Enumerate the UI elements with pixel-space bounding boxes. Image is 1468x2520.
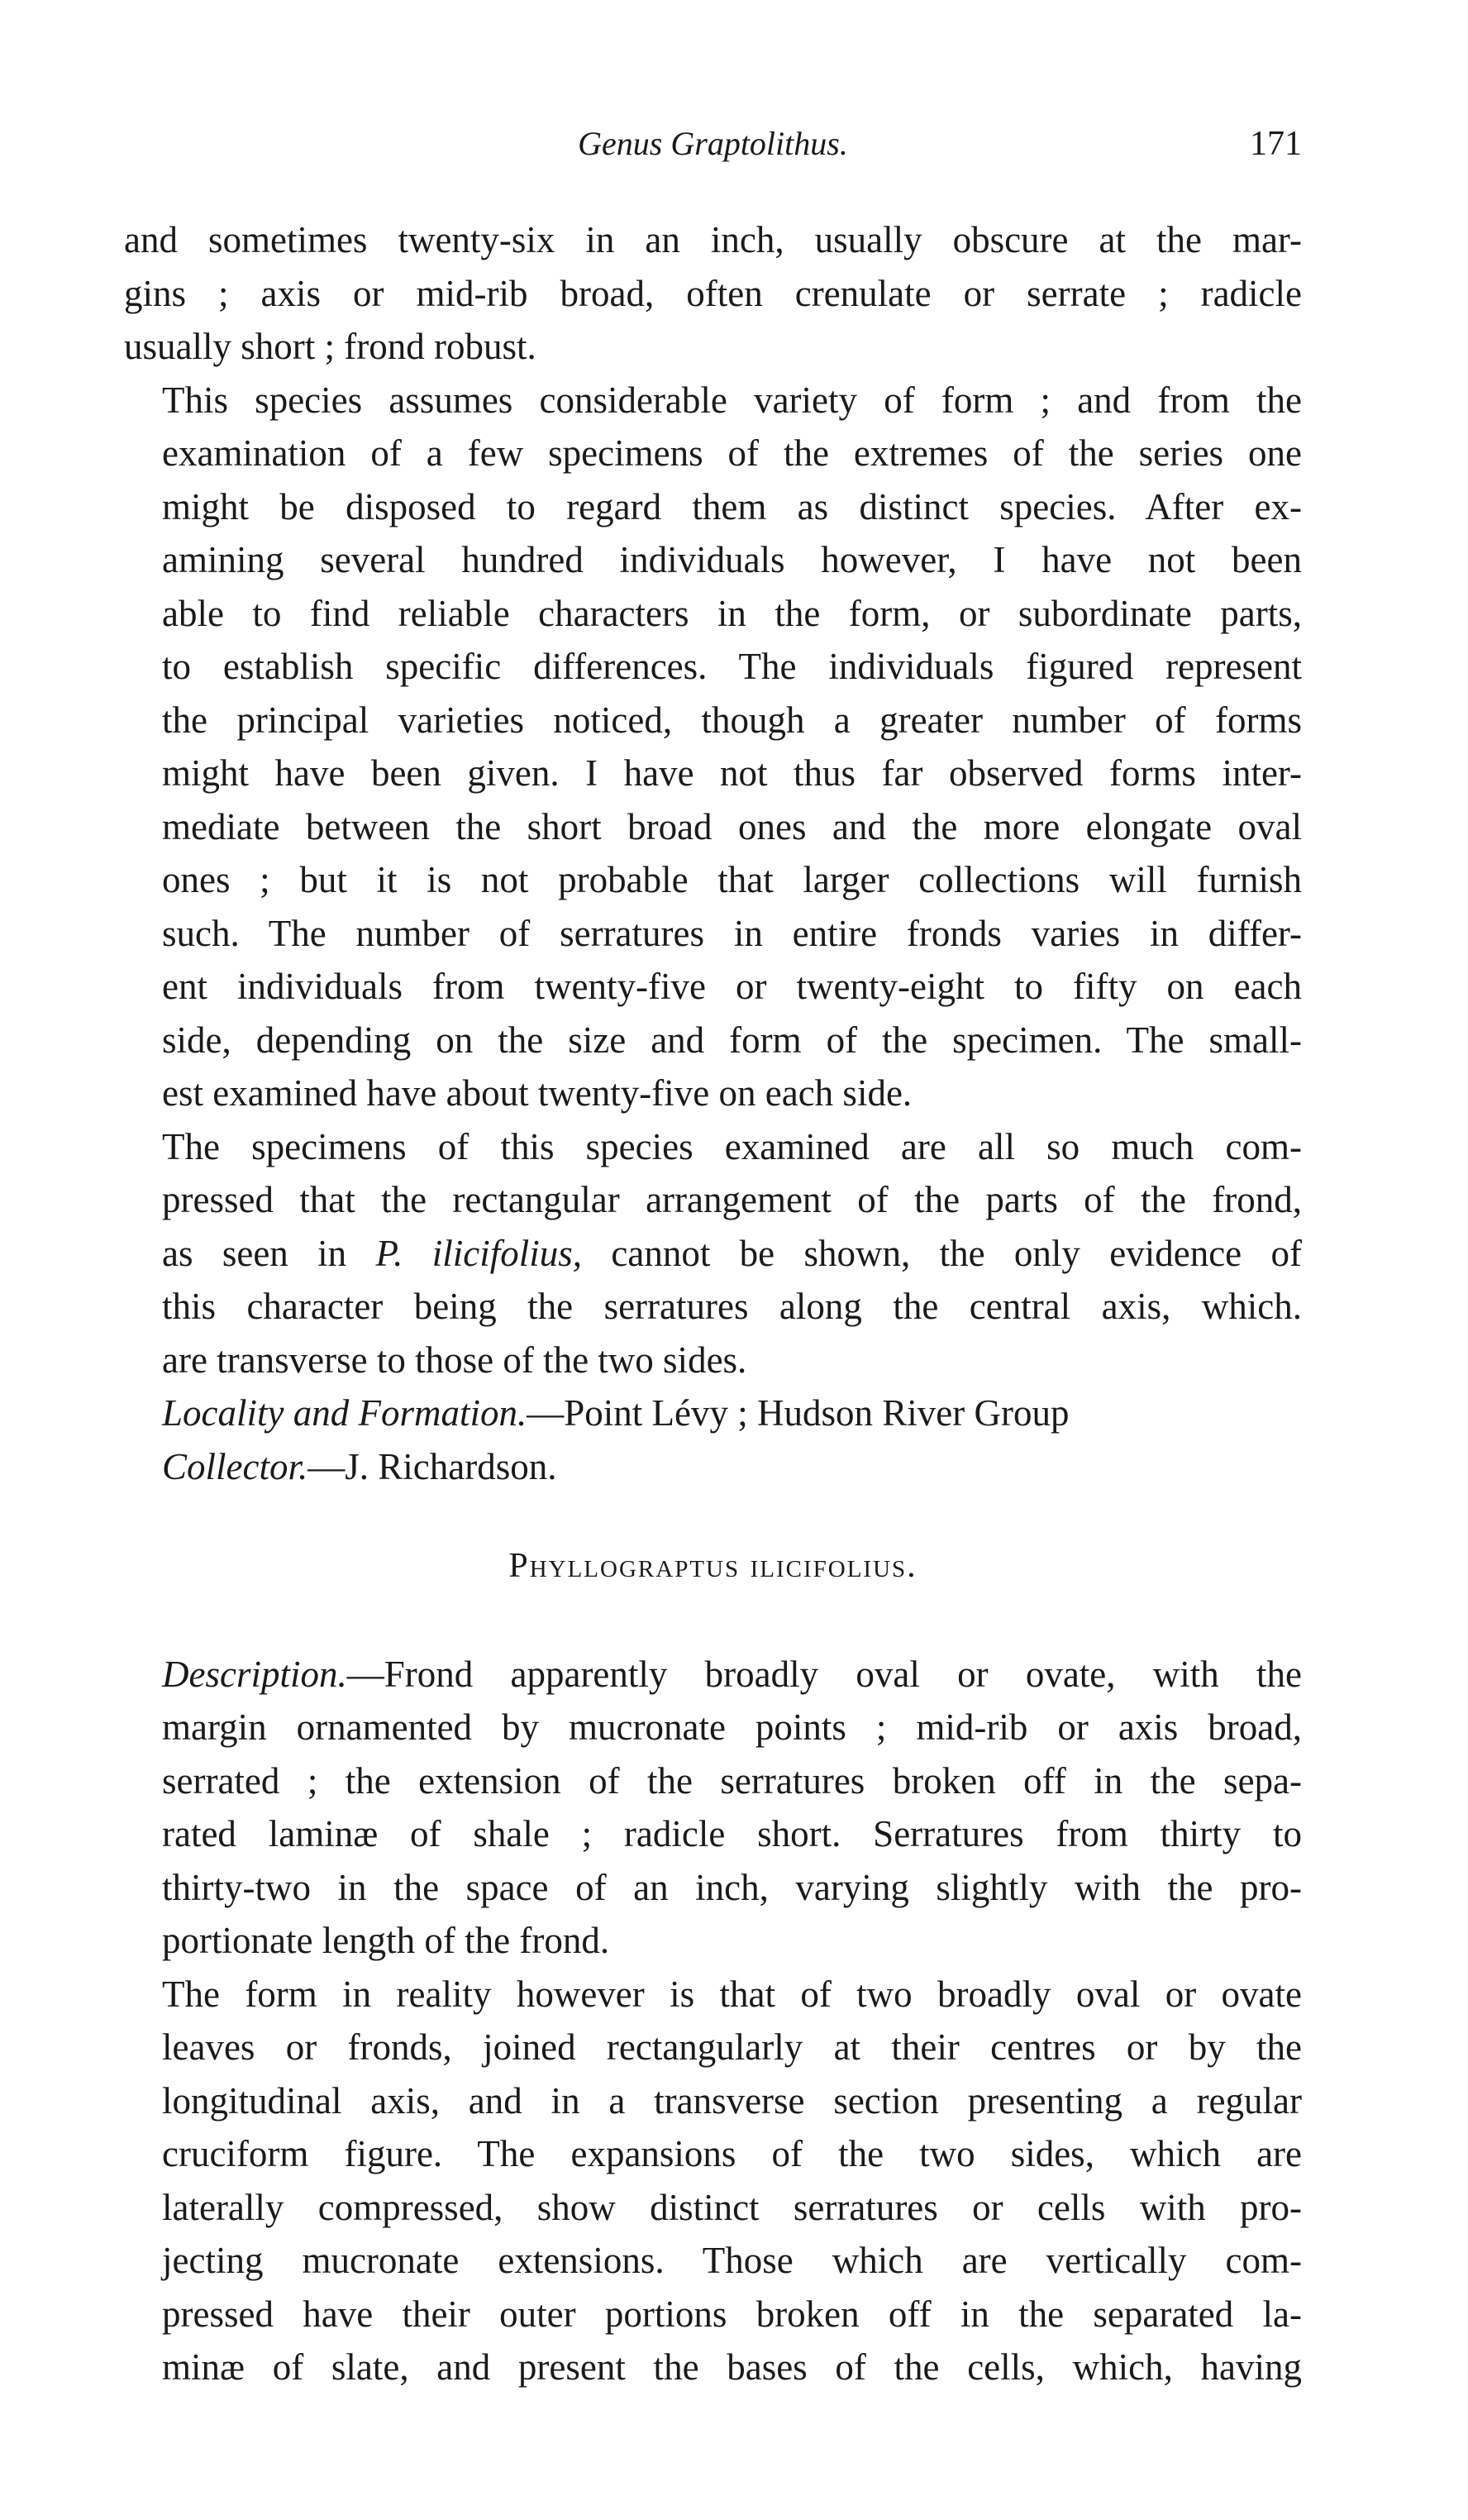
locality-text: —Point Lévy ; Hudson River Group (527, 1392, 1070, 1434)
text-line: minæ of slate, and present the bases of the cells, which, having (162, 2346, 1302, 2388)
text-line: longitudinal axis, and in a transverse section presenting a regular (162, 2079, 1302, 2121)
text-line (124, 1440, 1302, 1494)
locality-formation (124, 1386, 1302, 1440)
text-line: rated laminæ of shale ; radicle short. Serratures from thirty to (162, 1813, 1302, 1854)
collector (124, 1440, 1302, 1494)
locality-label: Locality and Formation. (162, 1392, 527, 1434)
text-line: portionate length of the frond. (162, 1920, 610, 1961)
text-line: margin ornamented by mucronate points ; mid-rib or axis broad, (162, 1706, 1302, 1748)
body-text (124, 213, 1302, 2394)
paragraph-continuation (124, 213, 1302, 374)
text-line: amining several hundred individuals however, I have not been (162, 539, 1302, 580)
paragraph-description (124, 1648, 1302, 1968)
text-line: able to find reliable characters in the form, or subordinate parts, (162, 592, 1302, 634)
text-line: gins ; axis or mid-rib broad, often crenulate or serrate ; radicle (124, 272, 1302, 314)
paragraph-specimens (124, 1120, 1302, 1387)
running-title: Genus Graptolithus. (578, 125, 848, 162)
text-line: laterally compressed, show distinct serratures or cells with pro- (162, 2186, 1302, 2228)
species-name: P. ilicifolius, (375, 1232, 583, 1274)
text-line: serrated ; the extension of the serratures broken off in the sepa- (162, 1759, 1302, 1802)
text-line: ent individuals from twenty-five or twenty-eight to fifty on each (162, 966, 1302, 1007)
text-line: pressed have their outer portions broken off in the separated la- (162, 2293, 1302, 2335)
text-line (124, 1227, 1302, 1281)
text-line: leaves or fronds, joined rectangularly at their centres or by the (162, 2026, 1302, 2068)
text-line: pressed that the rectangular arrangement of the parts of the frond, (162, 1179, 1302, 1220)
text-line: The specimens of this species examined are all so much com- (162, 1125, 1302, 1167)
text-line: The form in reality however is that of two broadly oval or ovate (162, 1973, 1302, 2015)
section-heading: Phyllograptus ilicifolius. (508, 1547, 918, 1585)
text-line: thirty-two in the space of an inch, varying slightly with the pro- (162, 1866, 1302, 1908)
text-line: cruciform figure. The expansions of the two sides, which are (162, 2133, 1302, 2174)
page-number: 171 (1250, 125, 1302, 163)
text-line: and sometimes twenty-six in an inch, usually obscure at the mar- (124, 219, 1302, 260)
text-line: such. The number of serratures in entire fronds varies in differ- (162, 912, 1302, 954)
text-line: might have been given. I have not thus far observed forms inter- (162, 752, 1302, 794)
collector-label: Collector. (162, 1445, 308, 1487)
text-line: the principal varieties noticed, though a greater number of forms (162, 699, 1302, 741)
text-line: mediate between the short broad ones and the more elongate oval (162, 805, 1302, 847)
text-line: to establish specific differences. The individuals figured represent (162, 646, 1302, 687)
text-line: might be disposed to regard them as distinct species. After ex- (162, 485, 1302, 527)
text-line: usually short ; frond robust. (124, 326, 536, 367)
text-fragment: cannot be shown, the only evidence of (582, 1232, 1302, 1274)
text-line: examination of a few specimens of the extremes of the series one (162, 432, 1302, 474)
text-line: this character being the serratures along the central axis, which. (162, 1286, 1302, 1327)
page-header (124, 124, 1302, 182)
text-line: ones ; but it is not probable that larger collections will furnish (162, 859, 1302, 900)
text-fragment: as seen in (162, 1232, 376, 1274)
paragraph-variety (124, 374, 1302, 1120)
text-line: side, depending on the size and form of the specimen. The small- (162, 1019, 1302, 1061)
paragraph-form (124, 1968, 1302, 2394)
description-label: Description. (162, 1653, 347, 1695)
description-text: —Frond apparently broadly oval or ovate, with the (346, 1653, 1302, 1695)
text-line: est examined have about twenty-five on each side. (162, 1072, 913, 1114)
text-line: jecting mucronate extensions. Those which are vertically com- (162, 2240, 1302, 2281)
text-line: This species assumes considerable variety of form ; and from the (162, 379, 1302, 421)
text-line: are transverse to those of the two sides. (162, 1339, 747, 1381)
text-line (124, 1386, 1302, 1440)
text-line (124, 1648, 1302, 1701)
collector-text: —J. Richardson. (307, 1445, 557, 1487)
